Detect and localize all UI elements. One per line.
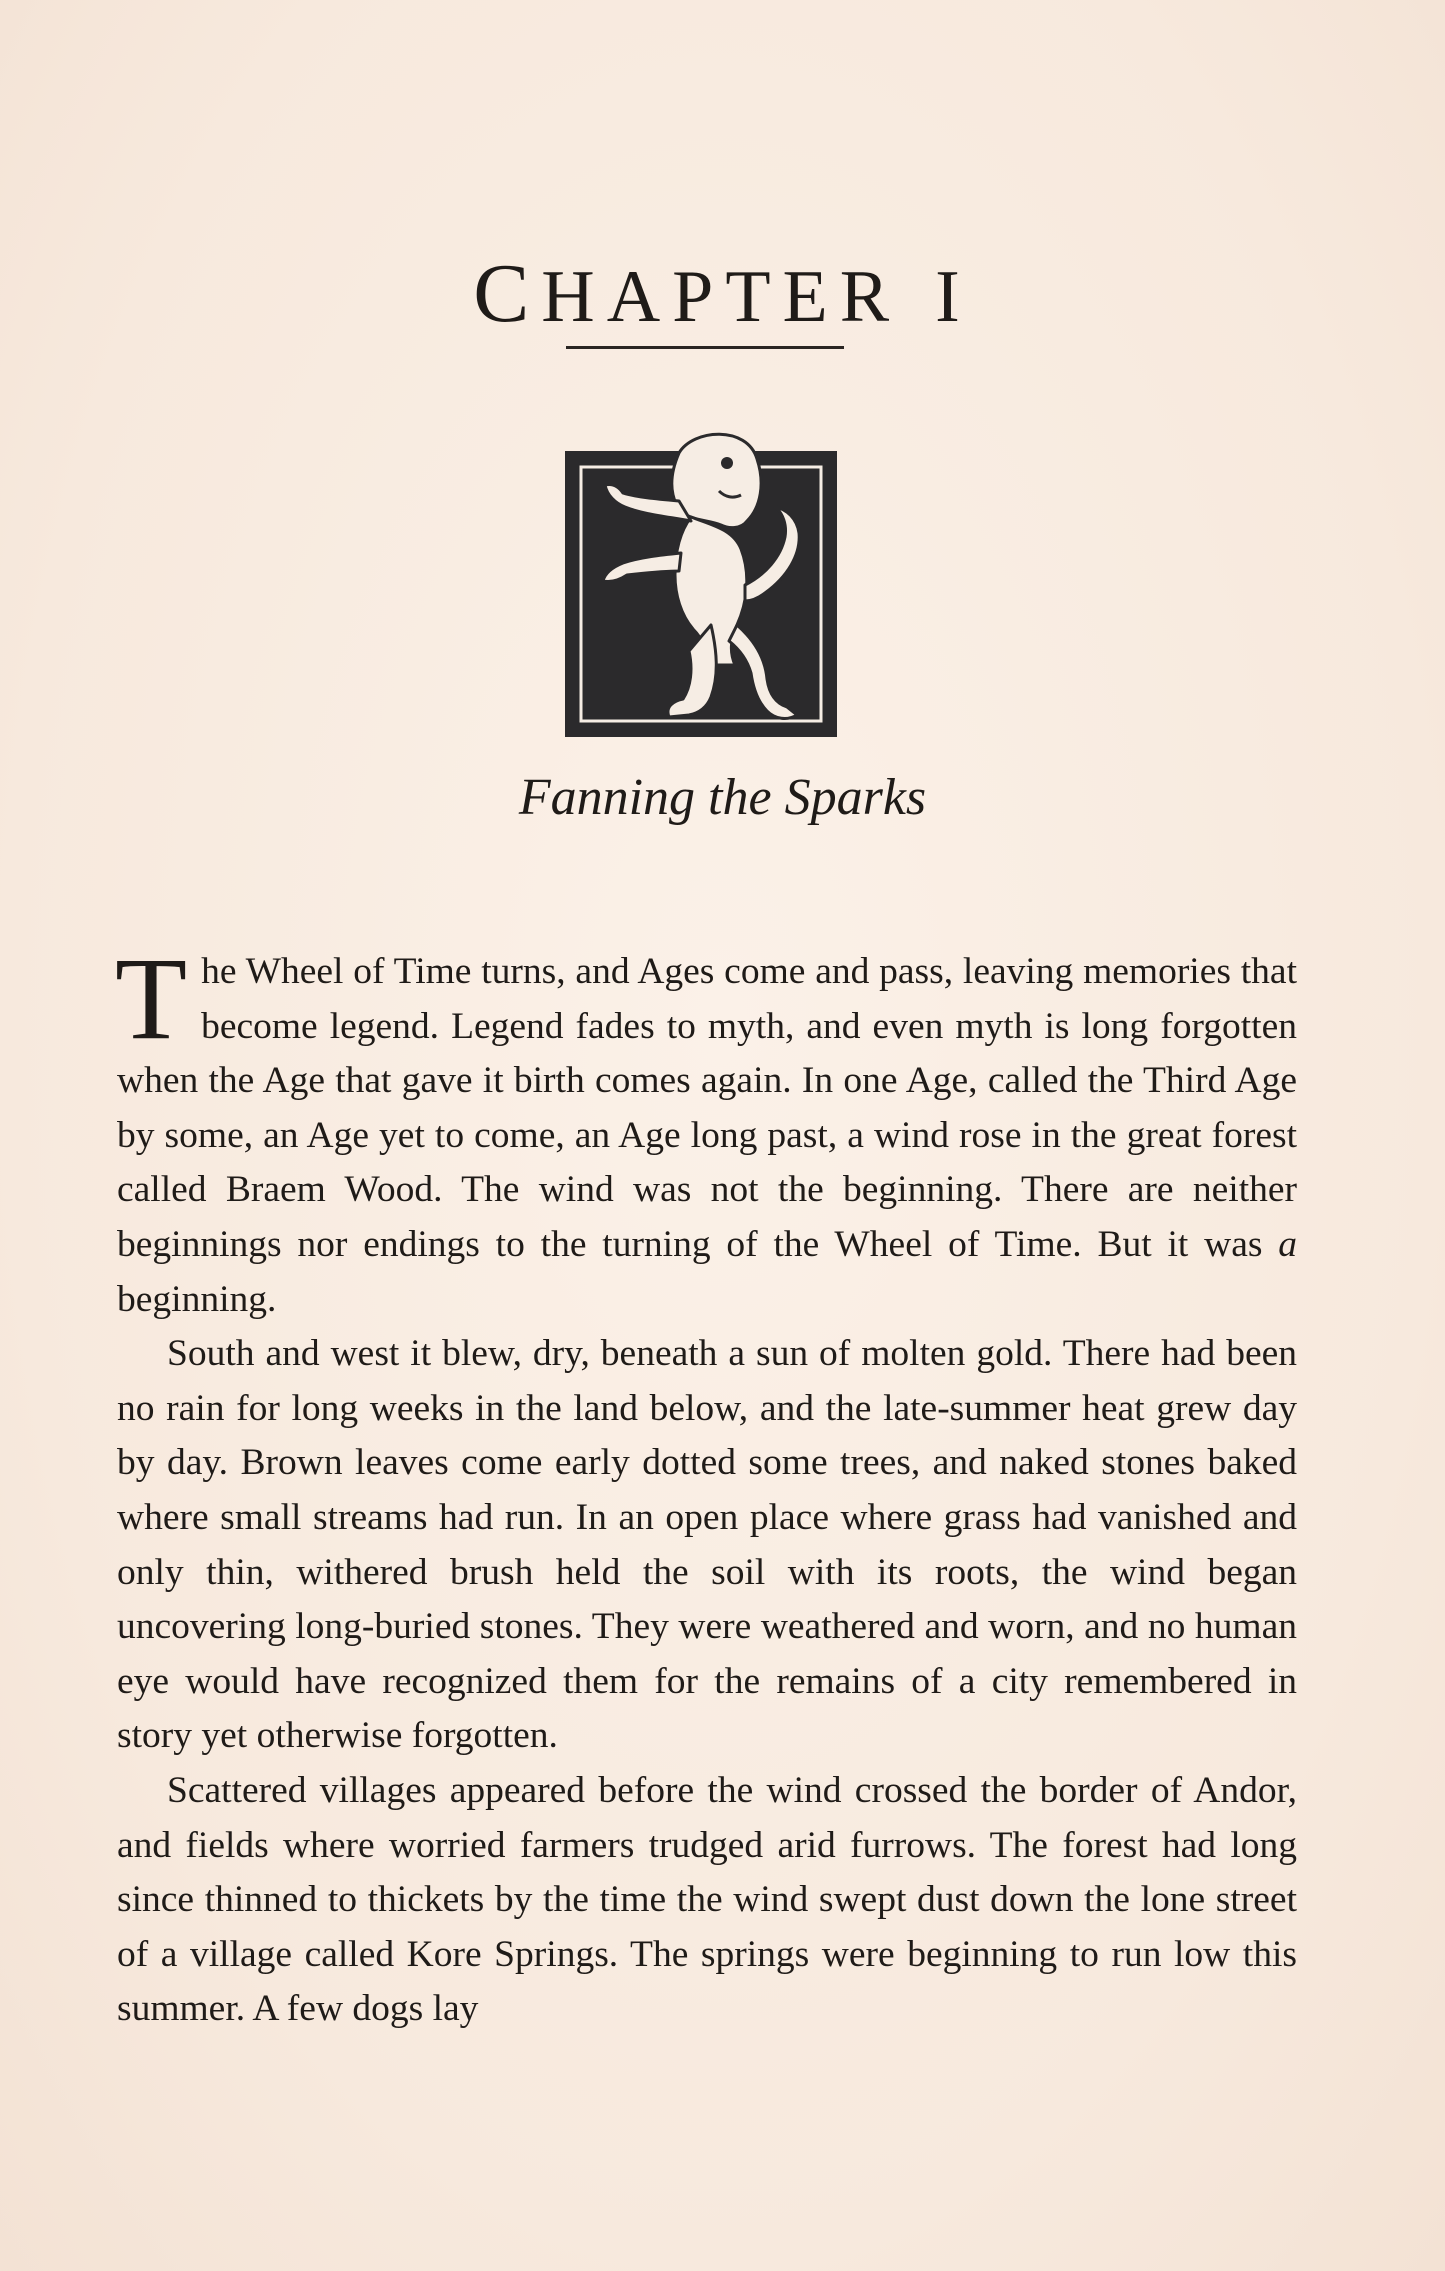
chapter-word: HAPTER <box>541 256 902 338</box>
drop-cap: T <box>115 933 188 1064</box>
paragraph-1 <box>115 933 1298 1327</box>
chapter-subtitle: Fanning the Sparks <box>518 769 927 826</box>
paragraph-3: Scattered villages appeared before the wind crossed the border of Andor, and fields where worried farmers trudged arid furrows. The forest had long since thinned to thickets by the time the wind swept dust down the lone street of a village called Kore Springs. The springs were beginning to run low this summer. A few dogs lay <box>117 1769 1297 2030</box>
chapter-body <box>115 933 1298 2037</box>
paragraph-1-emphasis: a <box>1278 1223 1298 1265</box>
paragraph-1-text: he Wheel of Time turns, and Ages come and pass, leaving memories that become legend. Legend fades to myth, and even myth is long forgotten when the Age that gave it birth comes again. In one Age, called the Third Age by some, an Age yet to come, an Age long past, a wind rose in the great forest called Braem Wood. The wind was not the beginning. There are neither beginnings nor endings to the turning of the Wheel of Time. But it was <box>117 951 1297 1265</box>
paragraph-1-tail: beginning. <box>117 1278 277 1320</box>
paragraph-2: South and west it blew, dry, beneath a sun of molten gold. There had been no rain for long weeks in the land below, and the late-summer heat grew day by day. Brown leaves come early dotted some trees, and naked stones baked where small streams had run. In an open place where grass had vanished and only thin, withered brush held the soil with its roots, the wind began uncovering long-buried stones. They were weathered and worn, and no human eye would have recognized them for the remains of a city remembered in story yet otherwise forgotten. <box>117 1333 1297 1757</box>
chapter-number: I <box>935 256 972 338</box>
chapter-rule <box>566 346 844 349</box>
rampant-lion-icon <box>561 425 841 741</box>
chapter-initial: C <box>473 247 542 340</box>
chapter-heading <box>0 247 1445 340</box>
